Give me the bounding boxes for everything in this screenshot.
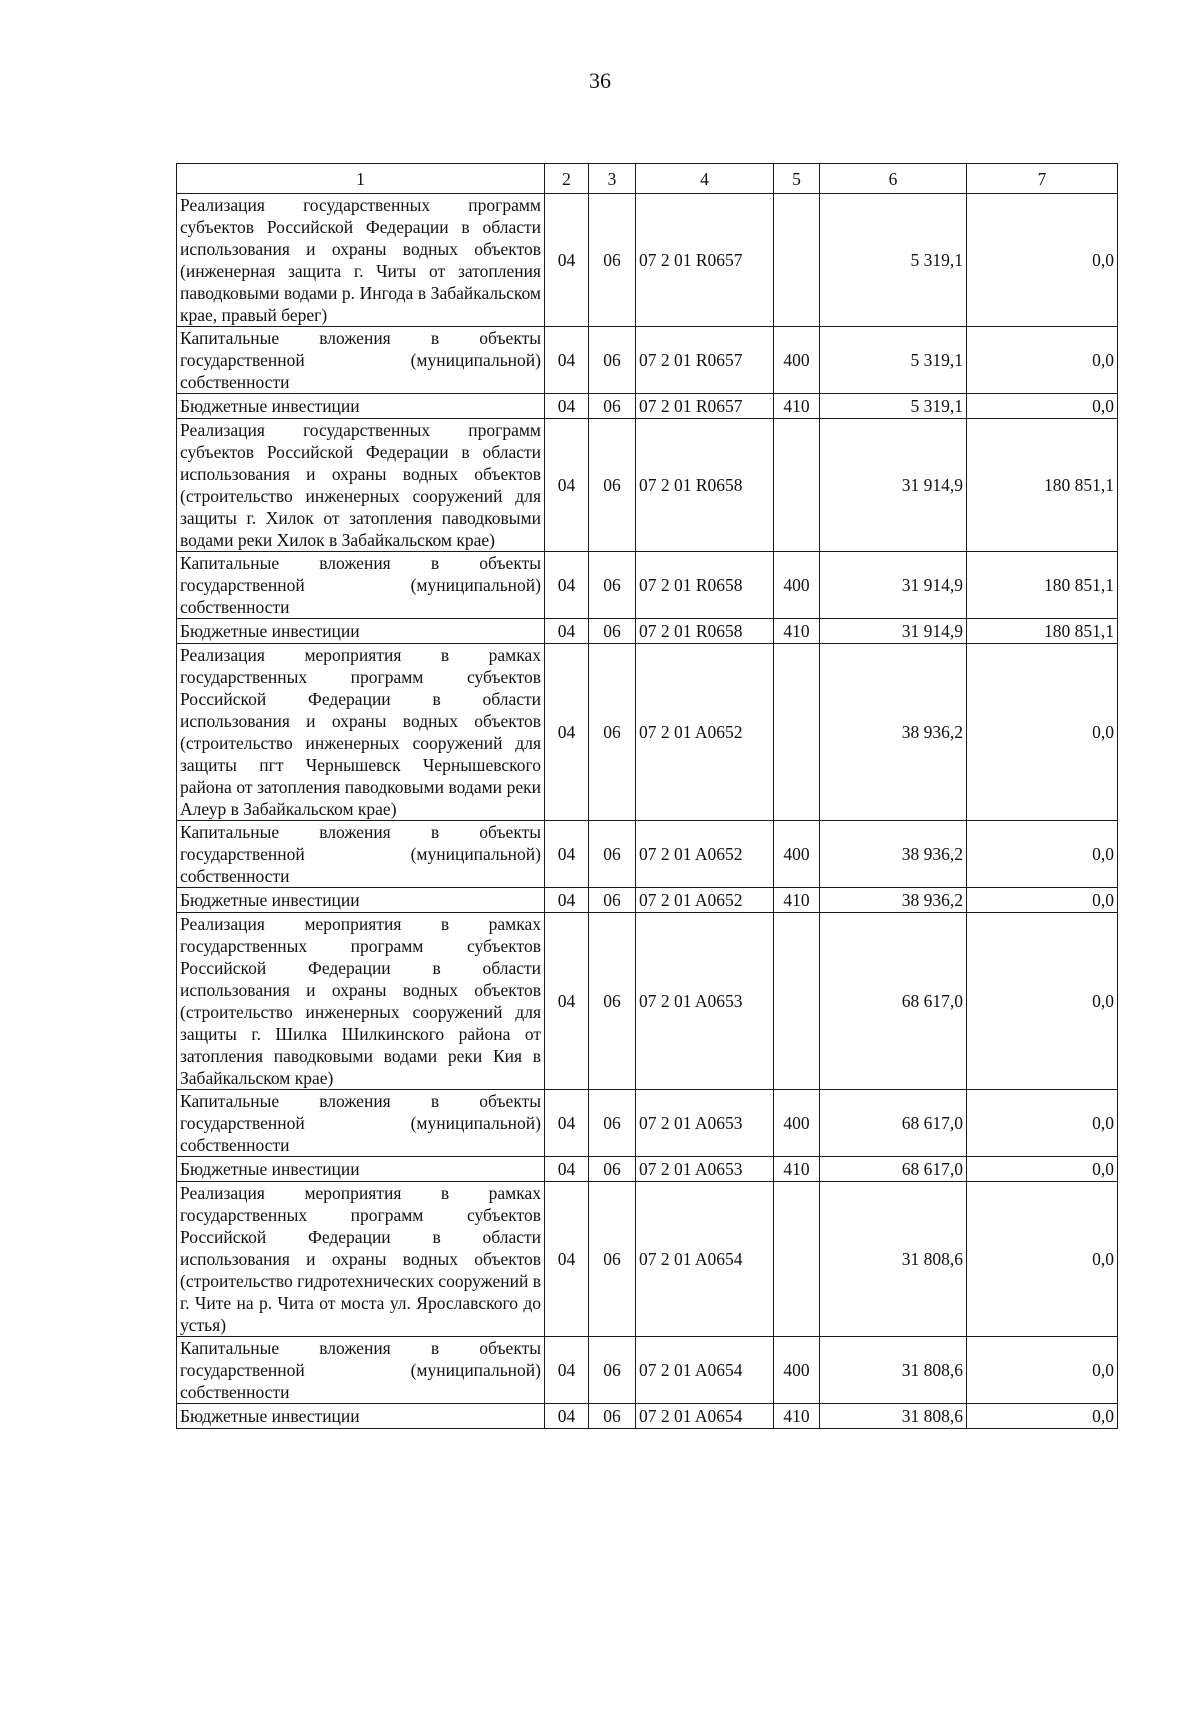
row-expense-type-cell [774, 1182, 820, 1337]
row-section-cell: 04 [545, 619, 589, 644]
row-amount-col7-cell: 0,0 [967, 194, 1118, 327]
row-amount-col7-cell: 0,0 [967, 644, 1118, 821]
table-row [177, 194, 1118, 327]
row-target-article-cell: 07 2 01 A0653 [636, 1090, 774, 1157]
row-subsection-cell: 06 [589, 619, 636, 644]
row-subsection-cell: 06 [589, 1404, 636, 1429]
row-target-article-cell: 07 2 01 A0654 [636, 1182, 774, 1337]
row-amount-col6-cell: 68 617,0 [820, 1090, 967, 1157]
row-expense-type-cell [774, 644, 820, 821]
row-section-cell: 04 [545, 327, 589, 394]
row-amount-col6-cell: 31 808,6 [820, 1404, 967, 1429]
table-row [177, 327, 1118, 394]
row-expense-type-cell: 400 [774, 821, 820, 888]
header-col-3: 3 [589, 164, 636, 194]
table-row [177, 821, 1118, 888]
row-subsection-cell: 06 [589, 419, 636, 552]
row-section-cell: 04 [545, 1157, 589, 1182]
row-subsection-cell: 06 [589, 1337, 636, 1404]
row-section-cell: 04 [545, 888, 589, 913]
row-amount-col7-cell: 180 851,1 [967, 419, 1118, 552]
row-amount-col7-cell: 0,0 [967, 394, 1118, 419]
row-amount-col7-cell: 0,0 [967, 1404, 1118, 1429]
row-amount-col7-cell: 0,0 [967, 821, 1118, 888]
row-expense-type-cell: 400 [774, 552, 820, 619]
row-amount-col6-cell: 38 936,2 [820, 821, 967, 888]
table-row [177, 888, 1118, 913]
row-amount-col7-cell: 0,0 [967, 913, 1118, 1090]
row-name-cell: Реализация государственных программ субъектов Российской Федерации в области использования и охраны водных объектов (инженерная защита г. Читы от затопления паводковыми водами р. Ингода в Забайкальском крае, правый берег) [177, 194, 545, 327]
row-expense-type-cell [774, 194, 820, 327]
row-amount-col6-cell: 31 914,9 [820, 552, 967, 619]
table-row [177, 1090, 1118, 1157]
row-section-cell: 04 [545, 419, 589, 552]
row-amount-col7-cell: 0,0 [967, 1157, 1118, 1182]
row-amount-col6-cell: 31 914,9 [820, 619, 967, 644]
row-name-cell: Бюджетные инвестиции [177, 888, 545, 913]
row-target-article-cell: 07 2 01 R0658 [636, 619, 774, 644]
row-expense-type-cell: 410 [774, 1404, 820, 1429]
row-target-article-cell: 07 2 01 A0654 [636, 1337, 774, 1404]
row-amount-col6-cell: 38 936,2 [820, 644, 967, 821]
row-subsection-cell: 06 [589, 552, 636, 619]
row-subsection-cell: 06 [589, 913, 636, 1090]
row-target-article-cell: 07 2 01 A0653 [636, 1157, 774, 1182]
row-name-cell: Капитальные вложения в объекты государственной (муниципальной) собственности [177, 1337, 545, 1404]
row-name-cell: Капитальные вложения в объекты государственной (муниципальной) собственности [177, 552, 545, 619]
row-section-cell: 04 [545, 644, 589, 821]
row-section-cell: 04 [545, 1404, 589, 1429]
row-target-article-cell: 07 2 01 A0652 [636, 644, 774, 821]
row-expense-type-cell: 410 [774, 888, 820, 913]
table-row [177, 1157, 1118, 1182]
row-amount-col6-cell: 31 808,6 [820, 1182, 967, 1337]
row-expense-type-cell: 400 [774, 1090, 820, 1157]
row-target-article-cell: 07 2 01 R0657 [636, 394, 774, 419]
row-name-cell: Реализация мероприятия в рамках государственных программ субъектов Российской Федерации в области использования и охраны водных объектов (строительство гидротехнических сооружений в г. Чите на р. Чита от моста ул. Ярославского до устья) [177, 1182, 545, 1337]
row-amount-col6-cell: 68 617,0 [820, 913, 967, 1090]
row-amount-col6-cell: 38 936,2 [820, 888, 967, 913]
row-target-article-cell: 07 2 01 A0654 [636, 1404, 774, 1429]
header-col-2: 2 [545, 164, 589, 194]
table-row [177, 394, 1118, 419]
row-subsection-cell: 06 [589, 1182, 636, 1337]
row-section-cell: 04 [545, 913, 589, 1090]
table-row [177, 644, 1118, 821]
row-amount-col7-cell: 0,0 [967, 327, 1118, 394]
row-subsection-cell: 06 [589, 821, 636, 888]
row-subsection-cell: 06 [589, 1090, 636, 1157]
budget-table [176, 163, 1118, 1429]
row-expense-type-cell [774, 419, 820, 552]
table-row [177, 1337, 1118, 1404]
header-col-5: 5 [774, 164, 820, 194]
row-name-cell: Реализация мероприятия в рамках государственных программ субъектов Российской Федерации в области использования и охраны водных объектов (строительство инженерных сооружений для защиты г. Шилка Шилкинского района от затопления паводковыми водами реки Кия в Забайкальском крае) [177, 913, 545, 1090]
row-subsection-cell: 06 [589, 644, 636, 821]
table-header-row [177, 164, 1118, 194]
row-expense-type-cell: 410 [774, 619, 820, 644]
row-subsection-cell: 06 [589, 888, 636, 913]
table-body [177, 194, 1118, 1429]
row-amount-col7-cell: 0,0 [967, 1090, 1118, 1157]
header-col-7: 7 [967, 164, 1118, 194]
table-row [177, 1404, 1118, 1429]
row-expense-type-cell: 410 [774, 1157, 820, 1182]
row-name-cell: Бюджетные инвестиции [177, 619, 545, 644]
table-row [177, 913, 1118, 1090]
row-name-cell: Реализация государственных программ субъектов Российской Федерации в области использования и охраны водных объектов (строительство инженерных сооружений для защиты г. Хилок от затопления паводковыми водами реки Хилок в Забайкальском крае) [177, 419, 545, 552]
row-section-cell: 04 [545, 1182, 589, 1337]
row-expense-type-cell: 400 [774, 1337, 820, 1404]
row-name-cell: Бюджетные инвестиции [177, 1404, 545, 1429]
row-section-cell: 04 [545, 394, 589, 419]
table-row [177, 552, 1118, 619]
header-col-1: 1 [177, 164, 545, 194]
row-expense-type-cell [774, 913, 820, 1090]
row-amount-col6-cell: 31 808,6 [820, 1337, 967, 1404]
row-section-cell: 04 [545, 194, 589, 327]
row-amount-col7-cell: 0,0 [967, 1182, 1118, 1337]
row-subsection-cell: 06 [589, 327, 636, 394]
row-expense-type-cell: 400 [774, 327, 820, 394]
row-amount-col6-cell: 5 319,1 [820, 327, 967, 394]
row-amount-col6-cell: 31 914,9 [820, 419, 967, 552]
header-col-6: 6 [820, 164, 967, 194]
row-amount-col7-cell: 180 851,1 [967, 552, 1118, 619]
row-subsection-cell: 06 [589, 194, 636, 327]
row-name-cell: Бюджетные инвестиции [177, 394, 545, 419]
row-target-article-cell: 07 2 01 R0657 [636, 327, 774, 394]
row-target-article-cell: 07 2 01 A0652 [636, 821, 774, 888]
row-name-cell: Капитальные вложения в объекты государственной (муниципальной) собственности [177, 821, 545, 888]
row-target-article-cell: 07 2 01 A0653 [636, 913, 774, 1090]
row-target-article-cell: 07 2 01 R0658 [636, 552, 774, 619]
row-section-cell: 04 [545, 552, 589, 619]
row-target-article-cell: 07 2 01 R0657 [636, 194, 774, 327]
row-name-cell: Капитальные вложения в объекты государственной (муниципальной) собственности [177, 1090, 545, 1157]
row-section-cell: 04 [545, 1090, 589, 1157]
row-name-cell: Бюджетные инвестиции [177, 1157, 545, 1182]
page-number: 36 [589, 68, 611, 93]
row-target-article-cell: 07 2 01 R0658 [636, 419, 774, 552]
row-subsection-cell: 06 [589, 394, 636, 419]
row-amount-col7-cell: 0,0 [967, 1337, 1118, 1404]
row-amount-col7-cell: 180 851,1 [967, 619, 1118, 644]
row-amount-col6-cell: 5 319,1 [820, 194, 967, 327]
row-section-cell: 04 [545, 1337, 589, 1404]
row-name-cell: Капитальные вложения в объекты государственной (муниципальной) собственности [177, 327, 545, 394]
table-row [177, 619, 1118, 644]
row-amount-col6-cell: 68 617,0 [820, 1157, 967, 1182]
header-col-4: 4 [636, 164, 774, 194]
row-name-cell: Реализация мероприятия в рамках государственных программ субъектов Российской Федерации в области использования и охраны водных объектов (строительство инженерных сооружений для защиты пгт Чернышевск Чернышевского района от затопления паводковыми водами реки Алеур в Забайкальском крае) [177, 644, 545, 821]
table-row [177, 419, 1118, 552]
row-section-cell: 04 [545, 821, 589, 888]
row-subsection-cell: 06 [589, 1157, 636, 1182]
row-amount-col7-cell: 0,0 [967, 888, 1118, 913]
row-amount-col6-cell: 5 319,1 [820, 394, 967, 419]
row-target-article-cell: 07 2 01 A0652 [636, 888, 774, 913]
row-expense-type-cell: 410 [774, 394, 820, 419]
table-row [177, 1182, 1118, 1337]
